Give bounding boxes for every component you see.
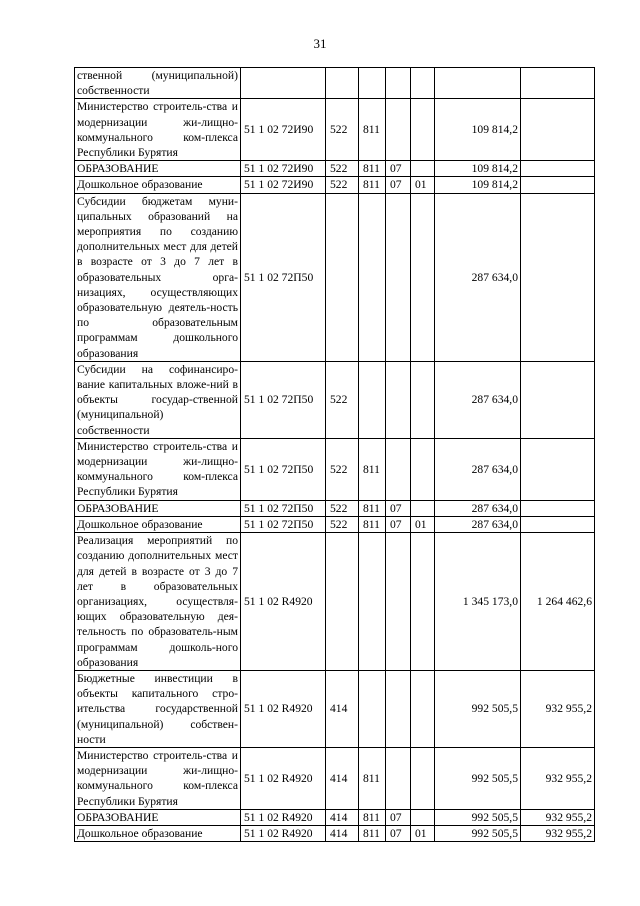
cell-expense-type <box>326 193 359 361</box>
cell-subsection: 01 <box>411 177 435 193</box>
cell-amount-1: 992 505,5 <box>435 809 521 825</box>
budget-table-body <box>75 68 595 842</box>
cell-name: Субсидии на софинансиро-вание капитальных вложе-ний в объекты государ-ственной (муниципальной) собственности <box>75 361 241 438</box>
cell-subsection: 01 <box>411 825 435 841</box>
cell-name: Бюджетные инвестиции в объекты капитального стро-ительства государственной (муниципальной) собствен-ности <box>75 670 241 747</box>
cell-target-article: 51 1 02 R4920 <box>241 809 326 825</box>
cell-name: ОБРАЗОВАНИЕ <box>75 809 241 825</box>
cell-target-article: 51 1 02 72И90 <box>241 99 326 161</box>
cell-name: Дошкольное образование <box>75 825 241 841</box>
cell-amount-1: 287 634,0 <box>435 500 521 516</box>
cell-amount-2 <box>521 161 595 177</box>
cell-section <box>386 438 411 500</box>
cell-subsection <box>411 193 435 361</box>
cell-subsection <box>411 438 435 500</box>
table-row <box>75 747 595 809</box>
cell-ministry-code <box>359 68 386 99</box>
cell-section <box>386 361 411 438</box>
cell-name: Министерство строитель-ства и модернизации жи-лищно-коммунального ком-плекса Республики Бурятия <box>75 99 241 161</box>
cell-target-article: 51 1 02 R4920 <box>241 747 326 809</box>
cell-ministry-code <box>359 361 386 438</box>
cell-ministry-code <box>359 670 386 747</box>
cell-amount-2 <box>521 516 595 532</box>
cell-section <box>386 68 411 99</box>
cell-amount-1: 287 634,0 <box>435 438 521 500</box>
cell-ministry-code: 811 <box>359 500 386 516</box>
cell-subsection <box>411 533 435 671</box>
cell-amount-2: 932 955,2 <box>521 825 595 841</box>
cell-amount-1: 109 814,2 <box>435 161 521 177</box>
cell-target-article: 51 1 02 72П50 <box>241 438 326 500</box>
cell-section <box>386 533 411 671</box>
cell-section: 07 <box>386 500 411 516</box>
cell-amount-1: 287 634,0 <box>435 361 521 438</box>
cell-amount-2: 932 955,2 <box>521 809 595 825</box>
cell-amount-2 <box>521 177 595 193</box>
cell-amount-2 <box>521 361 595 438</box>
cell-section <box>386 193 411 361</box>
cell-target-article: 51 1 02 72П50 <box>241 516 326 532</box>
cell-name: ОБРАЗОВАНИЕ <box>75 161 241 177</box>
cell-target-article: 51 1 02 R4920 <box>241 825 326 841</box>
table-row <box>75 99 595 161</box>
cell-amount-1: 109 814,2 <box>435 99 521 161</box>
cell-amount-1: 1 345 173,0 <box>435 533 521 671</box>
cell-target-article: 51 1 02 72П50 <box>241 500 326 516</box>
cell-target-article: 51 1 02 72П50 <box>241 361 326 438</box>
cell-name: Реализация мероприятий по созданию дополнительных мест для детей в возрасте от 3 до 7 лет в образовательных организациях, осуществля-ющих образовательную дея-тельность по образователь-ным программам дошколь-ного образования <box>75 533 241 671</box>
cell-amount-2: 1 264 462,6 <box>521 533 595 671</box>
cell-expense-type: 522 <box>326 161 359 177</box>
cell-amount-2 <box>521 500 595 516</box>
cell-expense-type: 522 <box>326 500 359 516</box>
cell-subsection <box>411 161 435 177</box>
cell-amount-1: 992 505,5 <box>435 825 521 841</box>
table-row <box>75 825 595 841</box>
table-row <box>75 161 595 177</box>
budget-table <box>74 67 595 842</box>
table-row <box>75 809 595 825</box>
table-row <box>75 500 595 516</box>
cell-ministry-code: 811 <box>359 177 386 193</box>
cell-name: Министерство строитель-ства и модернизации жи-лищно-коммунального ком-плекса Республики Бурятия <box>75 438 241 500</box>
cell-name: ОБРАЗОВАНИЕ <box>75 500 241 516</box>
cell-expense-type: 522 <box>326 361 359 438</box>
cell-subsection <box>411 500 435 516</box>
cell-expense-type: 522 <box>326 177 359 193</box>
cell-target-article: 51 1 02 R4920 <box>241 533 326 671</box>
cell-expense-type: 522 <box>326 438 359 500</box>
cell-subsection <box>411 68 435 99</box>
table-row <box>75 516 595 532</box>
cell-subsection <box>411 747 435 809</box>
cell-subsection <box>411 361 435 438</box>
cell-amount-2: 932 955,2 <box>521 747 595 809</box>
cell-ministry-code: 811 <box>359 747 386 809</box>
cell-target-article: 51 1 02 72И90 <box>241 161 326 177</box>
cell-amount-2 <box>521 99 595 161</box>
cell-amount-2 <box>521 193 595 361</box>
cell-expense-type <box>326 68 359 99</box>
cell-target-article: 51 1 02 72П50 <box>241 193 326 361</box>
cell-target-article: 51 1 02 72И90 <box>241 177 326 193</box>
cell-ministry-code: 811 <box>359 516 386 532</box>
cell-expense-type: 414 <box>326 809 359 825</box>
cell-target-article: 51 1 02 R4920 <box>241 670 326 747</box>
cell-ministry-code <box>359 193 386 361</box>
cell-name: Субсидии бюджетам муни-ципальных образований на мероприятия по созданию дополнительных мест для детей в возрасте от 3 до 7 лет в образовательных орга-низациях, осуществляющих образовательную деятель-ность по образовательным программам дошкольного образования <box>75 193 241 361</box>
cell-amount-2: 932 955,2 <box>521 670 595 747</box>
cell-amount-2 <box>521 438 595 500</box>
cell-name: Дошкольное образование <box>75 516 241 532</box>
cell-name: Министерство строитель-ства и модернизации жи-лищно-коммунального ком-плекса Республики Бурятия <box>75 747 241 809</box>
cell-subsection <box>411 670 435 747</box>
table-row <box>75 177 595 193</box>
cell-expense-type: 414 <box>326 825 359 841</box>
cell-expense-type: 414 <box>326 670 359 747</box>
cell-subsection: 01 <box>411 516 435 532</box>
table-row <box>75 670 595 747</box>
cell-section: 07 <box>386 161 411 177</box>
cell-ministry-code: 811 <box>359 825 386 841</box>
cell-target-article <box>241 68 326 99</box>
cell-amount-2 <box>521 68 595 99</box>
cell-amount-1: 287 634,0 <box>435 193 521 361</box>
cell-name: Дошкольное образование <box>75 177 241 193</box>
cell-section <box>386 747 411 809</box>
table-row <box>75 193 595 361</box>
cell-ministry-code: 811 <box>359 809 386 825</box>
cell-section <box>386 670 411 747</box>
cell-amount-1: 992 505,5 <box>435 670 521 747</box>
cell-name: ственной (муниципальной) собственности <box>75 68 241 99</box>
cell-section: 07 <box>386 177 411 193</box>
cell-expense-type: 522 <box>326 99 359 161</box>
table-row <box>75 533 595 671</box>
cell-amount-1: 287 634,0 <box>435 516 521 532</box>
table-row <box>75 361 595 438</box>
cell-ministry-code: 811 <box>359 99 386 161</box>
cell-amount-1: 109 814,2 <box>435 177 521 193</box>
cell-subsection <box>411 809 435 825</box>
cell-ministry-code: 811 <box>359 438 386 500</box>
cell-expense-type: 414 <box>326 747 359 809</box>
table-row <box>75 438 595 500</box>
cell-section: 07 <box>386 825 411 841</box>
cell-amount-1: 992 505,5 <box>435 747 521 809</box>
cell-expense-type: 522 <box>326 516 359 532</box>
cell-subsection <box>411 99 435 161</box>
cell-amount-1 <box>435 68 521 99</box>
cell-expense-type <box>326 533 359 671</box>
cell-section: 07 <box>386 516 411 532</box>
cell-ministry-code <box>359 533 386 671</box>
table-row <box>75 68 595 99</box>
cell-section: 07 <box>386 809 411 825</box>
page-number: 31 <box>313 36 327 51</box>
cell-ministry-code: 811 <box>359 161 386 177</box>
cell-section <box>386 99 411 161</box>
